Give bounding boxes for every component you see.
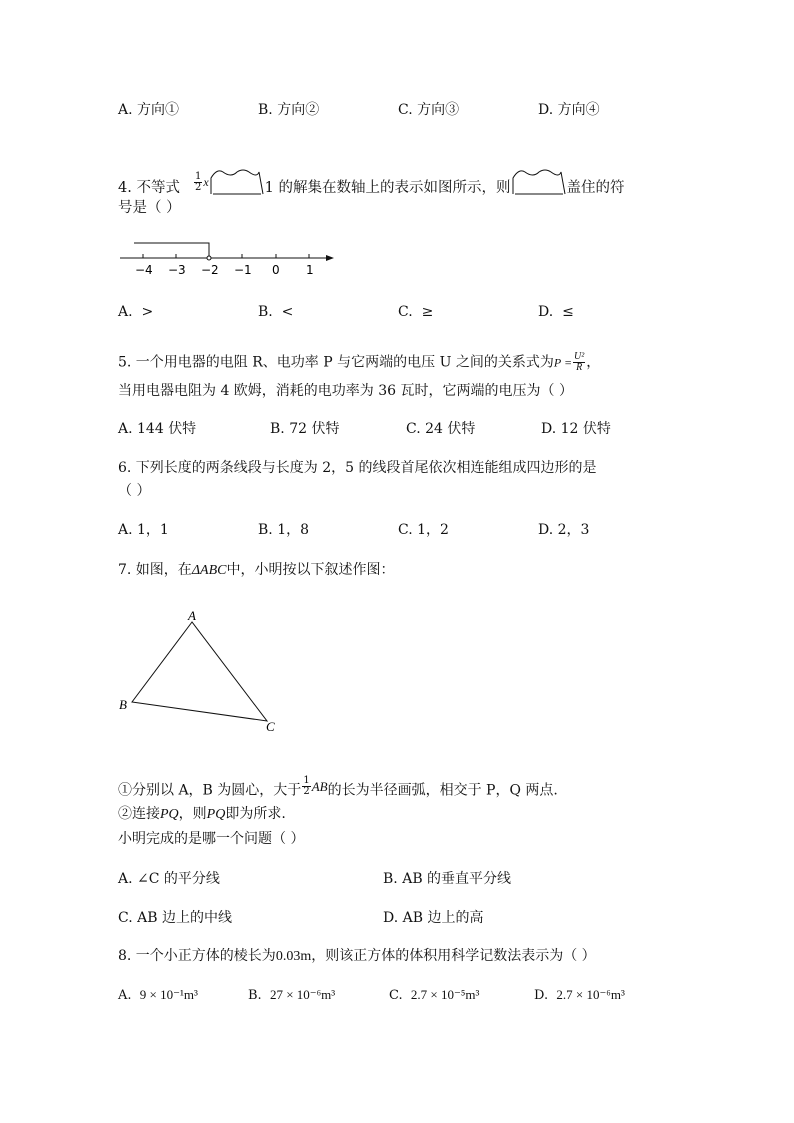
option-label: B. bbox=[248, 988, 262, 1003]
q7-step2 bbox=[118, 804, 286, 825]
q7-step1-prefix: ①分别以 A，B 为圆心，大于 bbox=[118, 782, 302, 799]
option-text: 方向① bbox=[137, 102, 180, 118]
axis-tick-label: 1 bbox=[306, 263, 314, 277]
q7-step1 bbox=[118, 775, 558, 801]
fraction-numerator: U² bbox=[574, 351, 585, 362]
option-text: 方向④ bbox=[557, 102, 600, 118]
q5-line-end: ， bbox=[586, 354, 601, 371]
q5-formula-fraction bbox=[573, 352, 585, 373]
q7-suffix: 中，小明按以下叙述作图： bbox=[226, 562, 395, 578]
fraction-denominator: 2 bbox=[303, 786, 310, 797]
q7-triangle-symbol: ΔABC bbox=[191, 563, 227, 578]
q5-stem-line1 bbox=[118, 352, 600, 373]
option-label: B. bbox=[270, 421, 285, 437]
fraction-denominator: 2 bbox=[194, 181, 202, 193]
q5-option-d bbox=[541, 419, 611, 439]
option-text: 27 × 10⁻⁶m³ bbox=[269, 987, 336, 1002]
option-text: 2.7 × 10⁻⁶m³ bbox=[556, 987, 625, 1002]
q3-option-b bbox=[258, 100, 319, 120]
axis-tick-label: −1 bbox=[234, 263, 252, 277]
q7-step1-segment: AB bbox=[311, 778, 328, 794]
q7-option-b bbox=[383, 869, 511, 889]
q4-fraction bbox=[194, 172, 202, 193]
q3-option-a bbox=[118, 100, 179, 120]
q6-option-b bbox=[258, 520, 309, 540]
q8-stem bbox=[118, 946, 596, 967]
q7-question: 小明完成的是哪一个问题（ ） bbox=[118, 831, 305, 847]
q7-prefix: 7. 如图，在 bbox=[118, 562, 192, 578]
q3-option-d bbox=[538, 100, 600, 120]
option-text: 2.7 × 10⁻⁵m³ bbox=[410, 987, 480, 1002]
q7-stem bbox=[118, 560, 394, 581]
q6-stem-line1: 6. 下列长度的两条线段与长度为 2，5 的线段首尾依次相连能组成四边形的是 bbox=[118, 460, 597, 476]
option-label: C. bbox=[398, 522, 413, 538]
option-label: C. bbox=[398, 102, 413, 118]
option-label: C. bbox=[389, 988, 403, 1003]
q4-variable: x bbox=[203, 175, 209, 189]
q4-stem-line2: 号是（ ） bbox=[118, 200, 181, 216]
option-text: AB 的垂直平分线 bbox=[402, 871, 512, 887]
option-text: 方向② bbox=[277, 102, 320, 118]
q5-option-a bbox=[118, 419, 196, 439]
q4-option-c bbox=[398, 302, 433, 322]
q6-stem-line2: （ ） bbox=[118, 483, 151, 499]
q5-stem-line2: 当用电器电阻为 4 欧姆，消耗的电功率为 36 瓦时，它两端的电压为（ ） bbox=[118, 383, 573, 399]
q8-option-d bbox=[534, 985, 625, 1006]
vertex-label-b: B bbox=[119, 697, 127, 712]
vertex-label-c: C bbox=[266, 719, 275, 734]
q6-option-d bbox=[538, 520, 589, 540]
option-text: ∠C 的平分线 bbox=[137, 871, 220, 887]
axis-tick-label: 0 bbox=[272, 263, 280, 277]
option-text: < bbox=[281, 304, 294, 320]
q8-option-b bbox=[248, 985, 335, 1006]
option-label: A. bbox=[118, 102, 133, 118]
option-text: > bbox=[141, 304, 154, 320]
option-text: 12 伏特 bbox=[560, 421, 611, 437]
axis-arrow-icon bbox=[326, 255, 334, 261]
q4-option-a bbox=[118, 302, 153, 322]
q4-stem-line1 bbox=[118, 168, 625, 199]
option-text: 方向③ bbox=[417, 102, 460, 118]
option-label: C. bbox=[406, 421, 421, 437]
vertex-label-a: A bbox=[188, 608, 196, 623]
q4-suffix: 盖住的符 bbox=[566, 180, 625, 196]
q7-step2-suffix: 即为所求. bbox=[225, 806, 286, 822]
axis-tick-label: −3 bbox=[168, 263, 186, 277]
option-text: 1，8 bbox=[277, 522, 310, 538]
option-label: C. bbox=[118, 910, 133, 926]
option-label: A. bbox=[118, 522, 133, 538]
fraction-numerator: 1 bbox=[194, 170, 202, 182]
option-text: AB 边上的中线 bbox=[137, 910, 232, 926]
q7-step2-prefix: ②连接 bbox=[118, 806, 160, 822]
option-label: A. bbox=[118, 871, 133, 887]
option-text: 1，2 bbox=[417, 522, 449, 538]
fraction-numerator: 1 bbox=[303, 775, 310, 786]
number-line-figure bbox=[112, 236, 342, 282]
option-text: 9 × 10⁻¹m³ bbox=[139, 987, 198, 1002]
option-label: C. bbox=[398, 304, 413, 320]
q7-option-c bbox=[118, 908, 232, 928]
option-label: B. bbox=[258, 102, 273, 118]
axis-tick-label: −4 bbox=[135, 263, 153, 277]
option-label: B. bbox=[383, 871, 398, 887]
option-text: ≥ bbox=[421, 304, 434, 320]
option-label: B. bbox=[258, 522, 273, 538]
open-endpoint-icon bbox=[207, 256, 211, 260]
option-label: D. bbox=[538, 102, 554, 118]
option-label: A. bbox=[118, 304, 133, 320]
q4-after-box: 1 的解集在数轴上的表示如图所示，则 bbox=[264, 180, 511, 196]
option-text: 2，3 bbox=[557, 522, 590, 538]
question-number: 4. bbox=[118, 180, 132, 196]
q8-prefix: 8. 一个小正方体的棱长为 bbox=[118, 948, 276, 964]
q7-step2-segment: PQ bbox=[206, 807, 226, 822]
q4-option-d bbox=[538, 302, 574, 322]
q7-option-d bbox=[383, 908, 484, 928]
q6-option-a bbox=[118, 520, 169, 540]
q8-suffix: ，则该正方体的体积用科学记数法表示为（ ） bbox=[311, 948, 596, 964]
q6-option-c bbox=[398, 520, 449, 540]
q4-option-b bbox=[258, 302, 293, 322]
axis-tick-label: −2 bbox=[201, 263, 219, 277]
option-label: A. bbox=[118, 988, 132, 1003]
option-label: D. bbox=[383, 910, 399, 926]
option-label: B. bbox=[258, 304, 273, 320]
q8-option-c bbox=[389, 985, 479, 1006]
option-label: D. bbox=[541, 421, 557, 437]
q4-prefix: 不等式 bbox=[136, 180, 180, 196]
option-label: A. bbox=[118, 421, 133, 437]
q7-step1-fraction bbox=[302, 776, 310, 797]
q7-option-a bbox=[118, 869, 220, 889]
q5-stem-text: 5. 一个用电器的电阻 R、电功率 P 与它两端的电压 U 之间的关系式为 bbox=[118, 354, 554, 371]
option-text: 72 伏特 bbox=[289, 421, 340, 437]
triangle-figure bbox=[112, 604, 292, 738]
q8-edge-length: 0.03m bbox=[275, 949, 312, 964]
fraction-denominator: R bbox=[576, 362, 583, 373]
q5-option-c bbox=[406, 419, 475, 439]
q5-formula-lhs: P = bbox=[553, 355, 573, 370]
q7-step2-segment: PQ bbox=[160, 807, 179, 822]
q8-option-a bbox=[118, 985, 198, 1006]
option-text: 1，1 bbox=[137, 522, 169, 538]
triangle-abc bbox=[132, 622, 267, 721]
cover-box-icon bbox=[511, 168, 567, 198]
q5-option-b bbox=[270, 419, 339, 439]
q3-option-c bbox=[398, 100, 459, 120]
solution-ray bbox=[134, 243, 209, 256]
q7-step2-mid: ，则 bbox=[178, 806, 207, 822]
option-label: D. bbox=[538, 522, 554, 538]
option-text: 24 伏特 bbox=[425, 421, 476, 437]
q7-step1-suffix: 的长为半径画弧，相交于 P，Q 两点. bbox=[327, 782, 558, 799]
option-label: D. bbox=[538, 304, 554, 320]
cover-box-icon bbox=[209, 168, 265, 198]
option-text: AB 边上的高 bbox=[402, 910, 484, 926]
option-text: 144 伏特 bbox=[137, 421, 197, 437]
option-text: ≤ bbox=[562, 304, 574, 320]
option-label: D. bbox=[534, 988, 549, 1003]
